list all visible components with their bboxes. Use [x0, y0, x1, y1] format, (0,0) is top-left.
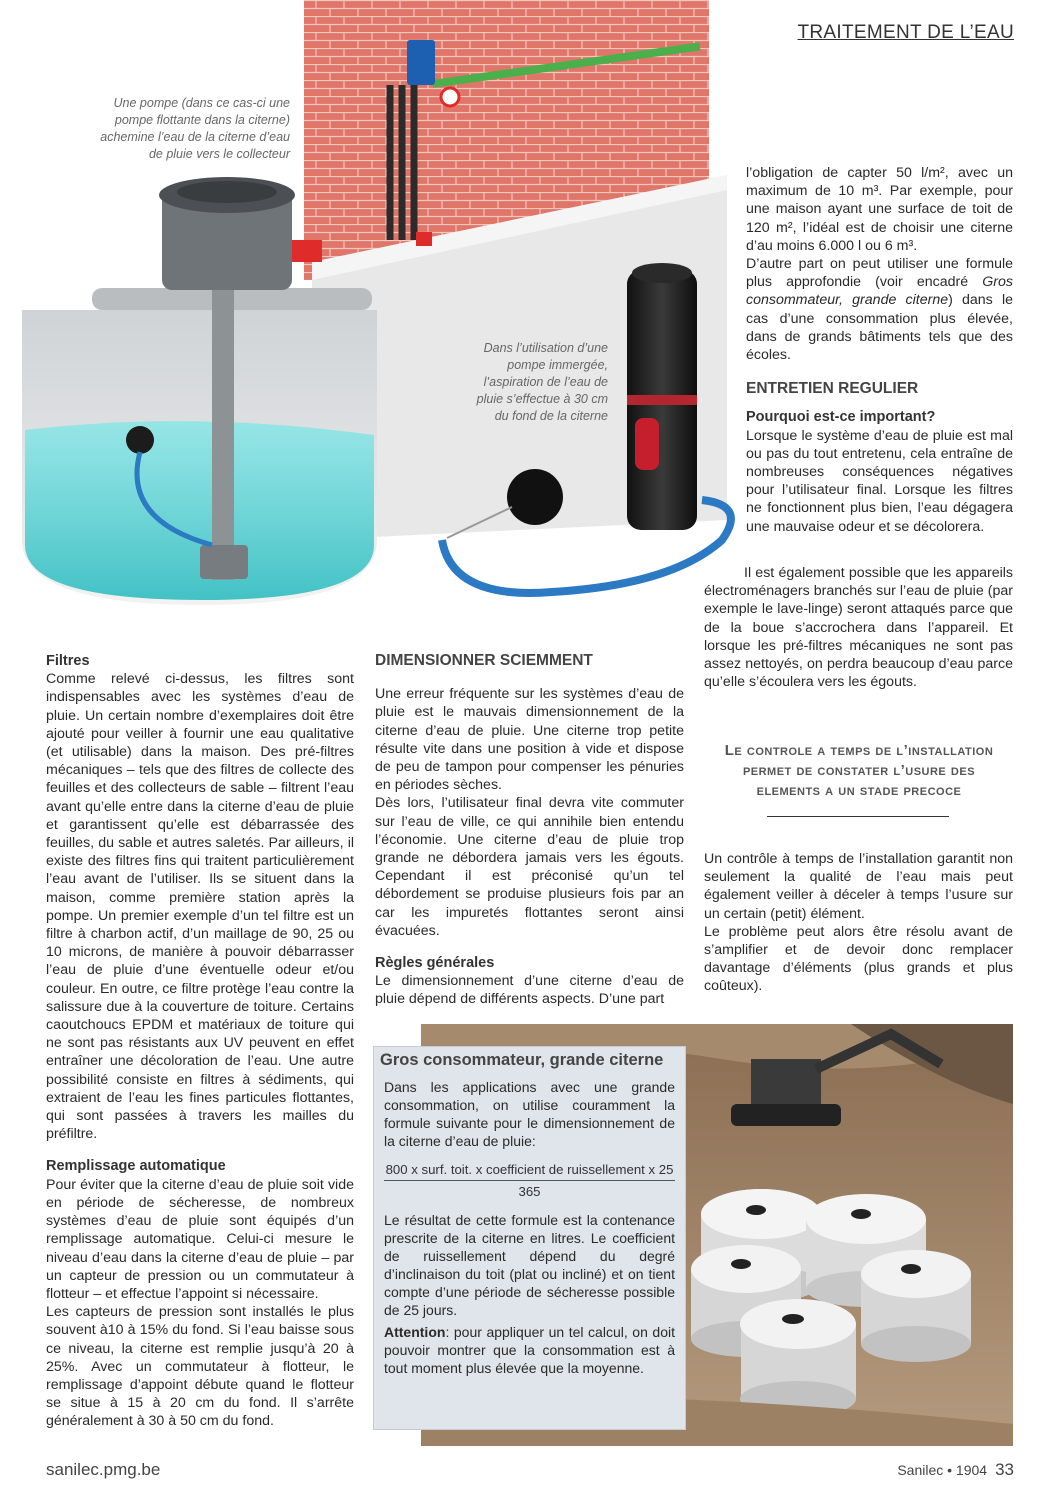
right-column-top	[746, 164, 1013, 536]
info-box	[373, 1046, 686, 1430]
formula-numerator: 800 x surf. toit. x coefficient de ruissellement x 25	[385, 1162, 674, 1177]
caption-float-pump: Une pompe (dans ce cas-ci une pompe flottante dans la citerne) achemine l’eau de la citerne d’eau de pluie vers le collecteur	[100, 96, 290, 161]
paragraph: Dès lors, l’utilisateur final devra vite commuter sur l’eau de ville, ce qui annihile bien entendu l’économie. Une citerne d’eau de pluie trop grande ne débordera jamais vers les égouts. Cependant il est préconisé qu’un tel débordement se produise plusieurs fois par an car les impuretés flottantes seront ainsi évacuées.	[375, 795, 684, 939]
info-box-title: Gros consommateur, grande citerne	[380, 1051, 664, 1069]
water-level	[25, 421, 374, 600]
heading-regles: Règles générales	[375, 955, 495, 972]
footer-magazine: Sanilec • 1904	[897, 1462, 988, 1478]
page-number: 33	[995, 1460, 1014, 1479]
paragraph: Comme relevé ci-dessus, les filtres sont indispensables avec les systèmes d’eau de pluie. Un certain nombre d’exemplaires doit être ajouté pour veiller à fournir une eau qualitative (et utilisable) dans la maison. Des pré-filtres mécaniques – tels que des filtres de collecte des feuilles et des collecteurs de sable – filtrent l’eau avant qu’elle entre dans la citerne d’eau de pluie et garantissent qu’elle est débarrassée des feuilles, du sable et autres saletés. Par ailleurs, il existe des filtres fins qui traitent particulièrement l’eau avant de l’utiliser. Ils se situent dans la maison, comme première station après la pompe. Un premier exemple d’un tel filtre est un filtre à charbon actif, d’un maillage de 90, 25 ou 10 microns, de manière à pouvoir débarrasser l’eau de pluie d’une éventuelle odeur et/ou couleur. En outre, ce filtre protège l’eau contre la salissure due à la couverture de toiture. Certains caoutchoucs EPDM et matériaux de toiture qui ne sont pas résistants aux UV peuvent en effet entraîner une décoloration de l’eau. Une autre possibilité consiste en filtres à sédiments, qui extraient de l’eau les fines particules flottantes, qui sont passées à travers les mailles du préfiltre.	[46, 671, 354, 1143]
pump-float-ball	[507, 469, 563, 525]
formula-denominator: 365	[518, 1184, 541, 1199]
section-label: TRAITEMENT DE L’EAU	[797, 22, 1014, 43]
float-ball	[126, 426, 154, 454]
suction-pipe	[212, 290, 234, 580]
paragraph: Une erreur fréquente sur les systèmes d’eau de pluie est le mauvais dimensionnement de la citerne d’eau de pluie. Une citerne trop petite résulte vite dans une position à vide et dispose de peu de tampon pour compenser les pénuries en périodes sèches.	[375, 686, 684, 794]
footer-website: sanilec.pmg.be	[46, 1460, 161, 1479]
paragraph: l’obligation de capter 50 l/m², avec un maximum de 10 m³. Par exemple, pour une maison ayant une surface de toit de 120 m², l’idéal est de choisir une citerne d’au moins 6.000 l ou 6 m³.	[746, 165, 1013, 254]
concrete-cistern	[740, 1299, 856, 1417]
heading-filtres: Filtres	[46, 653, 90, 669]
right-column-mid	[704, 564, 1013, 691]
caption-submerged-pump: Dans l’utilisation d’une pompe immergée, l’aspiration de l’eau de pluie s’effectue à 30 cm du fond de la citerne	[476, 341, 608, 423]
control-unit	[407, 40, 435, 85]
paragraph: Pour éviter que la citerne d’eau de pluie soit vide en période de sécheresse, de nombreux systèmes d’eau de pluie sont équipés d’un remplissage automatique. Celui-ci mesure le niveau d’eau dans la citerne d’eau de pluie – par un capteur de pression ou un commutateur à flotteur – et effectue l’appoint si nécessaire.	[46, 1176, 354, 1302]
pull-quote: Le controle a temps de l’installation permet de constater l’usure des elements a un stade precoce	[724, 742, 994, 799]
pull-quote-rule	[767, 816, 949, 817]
info-box-body	[374, 1078, 685, 1377]
concrete-cistern	[861, 1250, 971, 1362]
right-column-bottom	[704, 850, 1013, 996]
footer-issue	[897, 1460, 1014, 1480]
paragraph: Dans les applications avec une grande consommation, on utilise couramment la formule suivante pour le dimensionnement de la citerne d’eau de pluie:	[384, 1079, 675, 1149]
heading-remplissage: Remplissage automatique	[46, 1158, 226, 1175]
paragraph: Attention: pour appliquer un tel calcul, on doit pouvoir montrer que la consommation est à tout moment plus élevée que la moyenne.	[384, 1324, 675, 1376]
heading-dimensionner: DIMENSIONNER SCIEMMENT	[375, 652, 593, 669]
paragraph: Le dimensionnement d’une citerne d’eau de pluie dépend de différents aspects. D’une part	[375, 973, 684, 1008]
paragraph: Un contrôle à temps de l’installation garantit non seulement la qualité de l’eau mais peut également veiller à déceler à temps l’usure sur un certain (petit) élément.	[704, 851, 1013, 922]
paragraph: D’autre part on peut utiliser une formule plus approfondie (voir encadré Gros consommateur, grande citerne) dans le cas d’une consommation plus élevée, dans de grands bâtiments tels que des écoles.	[746, 256, 1013, 364]
paragraph: Le résultat de cette formule est la contenance prescrite de la citerne en litres. Le coefficient de ruissellement dépend du degré d’inclinaison du toit (plat ou incliné) et on tient compte d’une période de sécheresse possible de 25 jours.	[384, 1212, 675, 1318]
paragraph: Les capteurs de pression sont installés le plus souvent à10 à 15% du fond. Si l’eau baisse sous ce niveau, la citerne est remplie jusqu’à 20 à 25%. Avec un commutateur à flotteur, le remplissage d’appoint débute quand le flotteur se situe à 15 à 20 cm du fond. Il s’arrête généralement à 30 à 50 cm du fond.	[46, 1304, 354, 1430]
heading-entretien: ENTRETIEN REGULIER	[746, 380, 919, 398]
heading-pourquoi: Pourquoi est-ce important?	[746, 409, 936, 426]
paragraph: Lorsque le système d’eau de pluie est mal ou pas du tout entretenu, cela entraîne de nombreuses conséquences négatives pour l’utilisateur final. Lorsque les filtres ne fonctionnent plus bien, l’eau dégagera une mauvaise odeur et se décolorera.	[746, 427, 1013, 535]
formula-bar	[384, 1180, 675, 1181]
left-column	[46, 652, 354, 1431]
paragraph: Il est également possible que les appareils électroménagers branchés sur l’eau de pluie (par exemple le lave-linge) seront attaqués parce que de la boue s’accrochera dans l’appareil. Et lorsque les pré-filtres mécaniques ne sont pas assez nettoyés, on perdra beaucoup d’eau parce qu’elle s’écoulera vers les égouts.	[704, 565, 1013, 691]
middle-column	[375, 652, 684, 1009]
paragraph: Le problème peut alors être résolu avant de s’amplifier et de devoir donc remplacer davantage d’éléments (plus grands et plus coûteux).	[704, 923, 1013, 995]
